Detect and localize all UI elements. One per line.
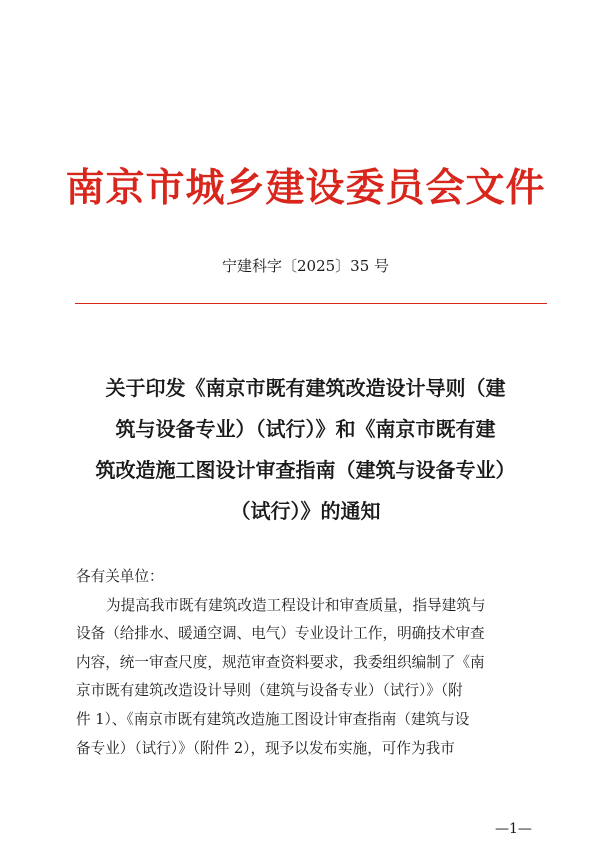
page-number: —1— (495, 821, 532, 837)
salutation: 各有关单位： (76, 568, 164, 585)
body-text-line: 内容，统一审查尺度，规范审查资料要求，我委组织编制了《南 (76, 653, 485, 671)
notice-title-line: 筑改造施工图设计审查指南（建筑与设备专业） (95, 458, 516, 482)
body-text-line: 为提高我市既有建筑改造工程设计和审查质量，指导建筑与 (106, 596, 486, 614)
body-text-line: 件 1）、《南京市既有建筑改造施工图设计审查指南（建筑与设 (76, 710, 470, 728)
notice-title-line: 筑与设备专业）（试行）》和《南京市既有建 (115, 417, 496, 441)
body-text-line: 京市既有建筑改造设计导则（建筑与设备专业）（试行）》（附 (76, 682, 463, 700)
body-text-line: 设备（给排水、暖通空调、电气）专业设计工作，明确技术审查 (76, 625, 485, 643)
issuing-authority-title: 南京市城乡建设委员会文件 (65, 165, 546, 211)
notice-title (60, 368, 551, 532)
notice-body (76, 563, 550, 763)
red-divider-line (75, 303, 547, 304)
notice-title-line: 关于印发《南京市既有建筑改造设计导则（建 (105, 376, 506, 400)
document-number: 宁建科字〔2025〕35 号 (221, 257, 390, 275)
body-text-line: 备专业）（试行）》（附件 2），现予以发布实施，可作为我市 (76, 739, 455, 757)
notice-title-line: （试行）》的通知 (230, 499, 381, 523)
